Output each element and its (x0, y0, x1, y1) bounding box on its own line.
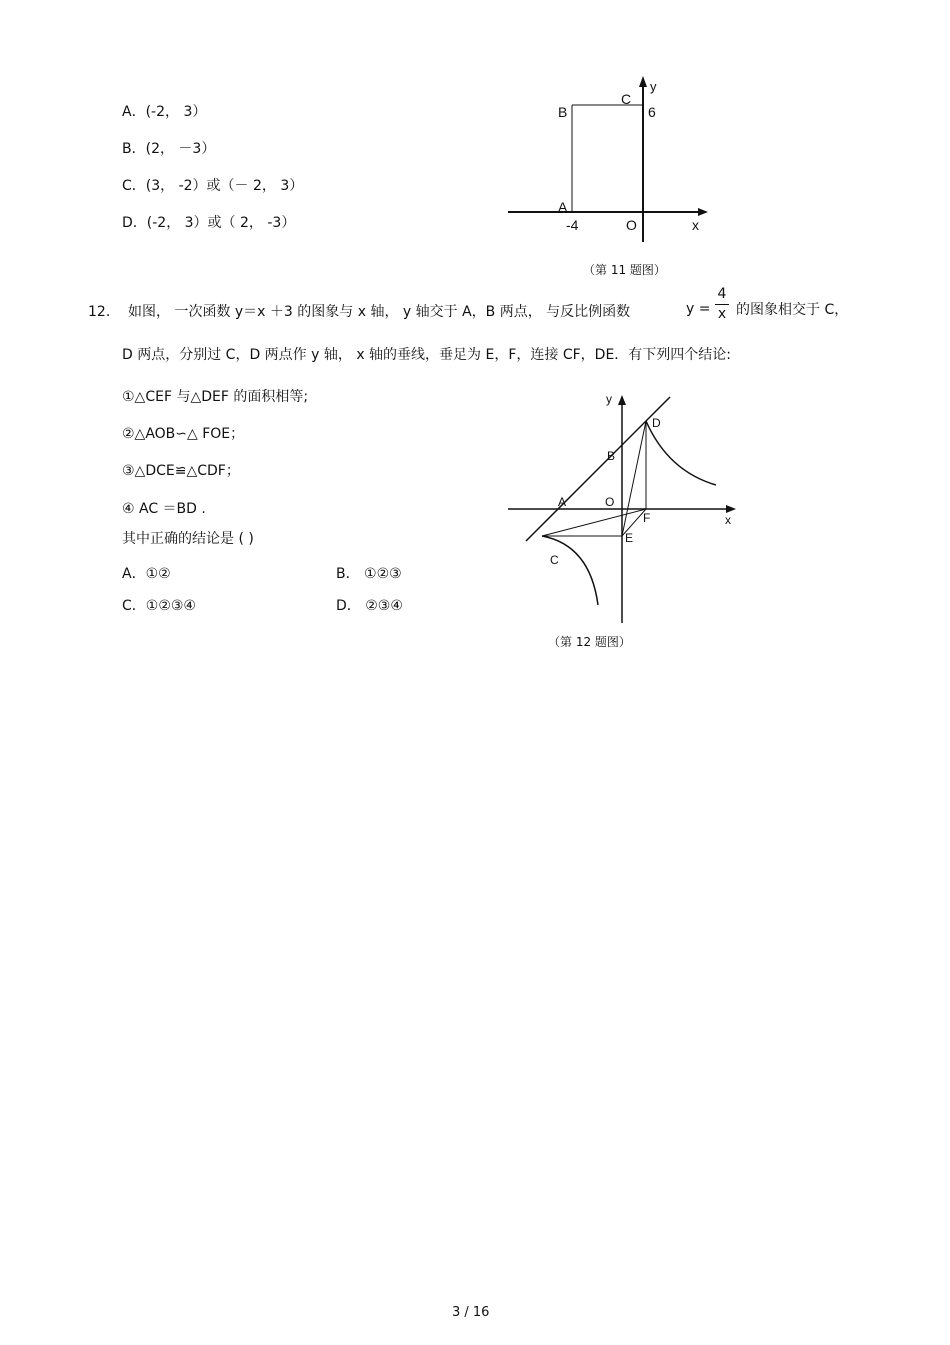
q11-figure (500, 70, 720, 250)
q11-label-x: x (692, 217, 699, 233)
q12-option-b: B． ①②③ (336, 566, 402, 582)
q12-fraction-bar (715, 304, 729, 305)
q11-label-a: A (558, 199, 568, 215)
q11-option-c: C．(3， -2）或（－ 2， 3） (122, 178, 304, 194)
q12-label-a: A (558, 495, 567, 509)
q11-option-d: D．(-2， 3）或（ 2， -3） (122, 215, 296, 231)
q12-stem-line1-tail: 的图象相交于 C， (736, 302, 849, 318)
page-number: 3 / 16 (452, 1305, 490, 1320)
q12-conclusion-2: ②△AOB∽△ FOE； (122, 426, 245, 442)
q12-figure (500, 385, 750, 630)
q12-option-c: C．①②③④ (122, 598, 196, 614)
q12-formula-numerator: 4 (717, 286, 727, 302)
q12-stem-line2: D 两点，分别过 C，D 两点作 y 轴， x 轴的垂线，垂足为 E，F，连接 CF，DE．有下列四个结论: (122, 347, 732, 363)
q12-formula-fraction (715, 287, 729, 321)
q12-label-d: D (652, 416, 661, 430)
q12-formula-denominator: x (717, 306, 727, 322)
q12-hyperbola-branch-1 (646, 421, 716, 485)
q11-label-6: 6 (648, 104, 656, 120)
q11-label-b: B (558, 104, 568, 120)
q12-label-c: C (550, 553, 559, 567)
q12-stem-line1: 如图， 一次函数 y＝x ＋3 的图象与 x 轴， y 轴交于 A，B 两点， 与反比例函数 (128, 304, 631, 320)
q12-conclusion-3: ③△DCE≌△CDF； (122, 463, 240, 479)
q12-conclusion-4: ④ AC ＝BD . (122, 501, 206, 517)
q11-label-c: C (621, 91, 632, 107)
q12-formula-lhs: y = (686, 301, 711, 317)
q12-number: 12. (88, 304, 111, 320)
q12-option-a: A．①② (122, 566, 171, 582)
q11-option-b: B．(2， －3） (122, 141, 216, 157)
q12-label-o: O (605, 495, 615, 509)
q12-label-b: B (607, 449, 616, 463)
q12-caption: （第 12 题图） (548, 635, 631, 649)
q12-conclusion-1: ①△CEF 与△DEF 的面积相等; (122, 389, 309, 405)
q12-y-arrow-icon (618, 395, 626, 405)
q12-label-y: y (606, 392, 612, 406)
q12-label-f: F (643, 511, 651, 525)
q12-hyperbola-branch-3 (542, 536, 598, 605)
q11-option-a: A．(-2， 3） (122, 104, 207, 120)
q12-prompt: 其中正确的结论是 ( ) (122, 531, 254, 547)
q12-label-e: E (625, 531, 634, 545)
q11-x-arrow-icon (698, 208, 708, 216)
q11-label-neg4: -4 (566, 217, 579, 233)
q11-label-o: O (626, 217, 637, 233)
q11-caption: （第 11 题图） (583, 263, 666, 277)
q12-label-x: x (725, 513, 731, 527)
q12-x-arrow-icon (726, 505, 736, 513)
q11-y-arrow-icon (639, 76, 647, 87)
q12-option-d: D． ②③④ (336, 598, 403, 614)
q11-label-y: y (650, 79, 657, 94)
